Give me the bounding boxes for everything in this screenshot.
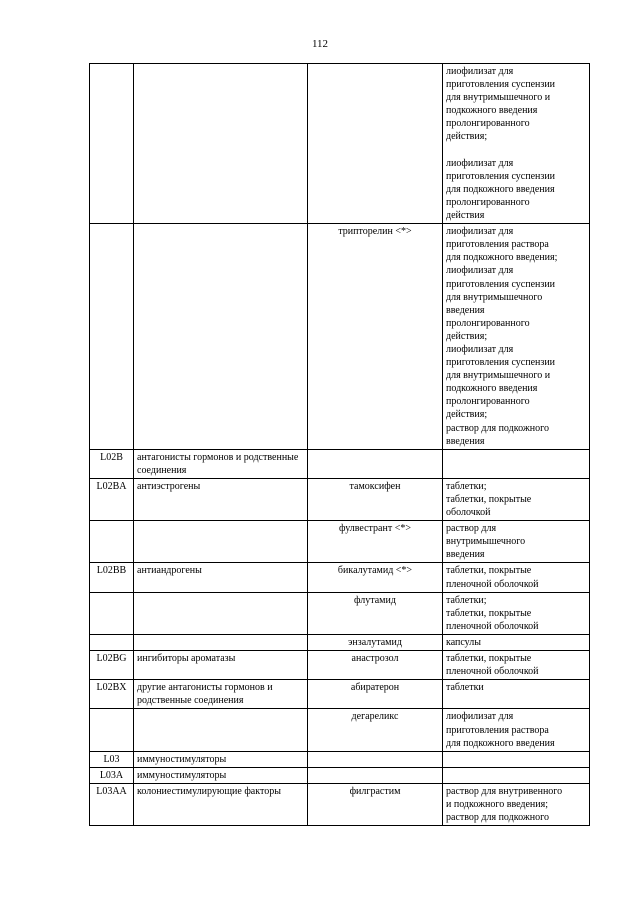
drug-name-cell: бикалутамид <*>: [308, 563, 443, 592]
dosage-form-line: раствор для подкожного: [446, 422, 549, 434]
table-row: [90, 478, 590, 520]
dosage-form-line: подкожного введения: [446, 105, 538, 117]
table-row: [90, 751, 590, 767]
table-row: [90, 634, 590, 650]
dosage-form-line: приготовления суспензии: [446, 79, 556, 91]
dosage-forms-cell: [443, 634, 590, 650]
dosage-form-line: для внутримышечного: [446, 291, 543, 303]
dosage-form-line: раствор для подкожного: [446, 812, 549, 824]
dosage-form-line: действия: [446, 210, 485, 222]
dosage-form-line: для подкожного введения;: [446, 252, 558, 264]
dosage-form-line: раствор для внутривенного: [446, 785, 563, 797]
drug-name-cell: филграстим: [308, 783, 443, 825]
dosage-forms-cell: [443, 592, 590, 634]
anatomical-group-cell: [134, 64, 308, 224]
dosage-form-line: таблетки, покрытые: [446, 607, 532, 619]
dosage-form-line: лиофилизат для: [446, 265, 514, 277]
table-row: [90, 64, 590, 224]
atc-code-cell: L02BB: [90, 563, 134, 592]
dosage-form-line: пленочной оболочкой: [446, 578, 539, 590]
dosage-form-line: капсулы: [446, 636, 481, 648]
table-row: [90, 449, 590, 478]
atc-code-cell: L02BX: [90, 680, 134, 709]
anatomical-group-cell: иммуностимуляторы: [134, 767, 308, 783]
anatomical-group-cell: [134, 592, 308, 634]
dosage-form-line: действия;: [446, 131, 488, 143]
atc-code-cell: [90, 709, 134, 751]
anatomical-group-cell: ингибиторы ароматазы: [134, 651, 308, 680]
page-number: 112: [311, 38, 329, 50]
anatomical-group-cell: колониестимулирующие факторы: [134, 783, 308, 825]
anatomical-group-cell: антагонисты гормонов и родственные соединения: [134, 449, 308, 478]
dosage-form-line: для внутримышечного и: [446, 370, 551, 382]
dosage-form-line: таблетки: [446, 682, 484, 694]
anatomical-group-cell: [134, 709, 308, 751]
drug-name-cell: трипторелин <*>: [308, 224, 443, 450]
drug-name-cell: [308, 449, 443, 478]
dosage-form-line: приготовления суспензии: [446, 278, 556, 290]
drug-name-cell: [308, 767, 443, 783]
dosage-form-line: приготовления раствора: [446, 724, 549, 736]
atc-code-cell: [90, 592, 134, 634]
dosage-form-line: и подкожного введения;: [446, 798, 549, 810]
anatomical-group-cell: иммуностимуляторы: [134, 751, 308, 767]
drug-name-cell: фулвестрант <*>: [308, 521, 443, 563]
dosage-form-line: пленочной оболочкой: [446, 620, 539, 632]
anatomical-group-cell: [134, 634, 308, 650]
dosage-form-line: пролонгированного: [446, 396, 530, 408]
dosage-forms-cell: [443, 751, 590, 767]
drug-name-cell: анастрозол: [308, 651, 443, 680]
drug-table: [89, 63, 590, 826]
dosage-form-line: таблетки, покрытые: [446, 565, 532, 577]
dosage-form-line: приготовления раствора: [446, 239, 549, 251]
dosage-form-line: введения: [446, 549, 485, 561]
drug-name-cell: флутамид: [308, 592, 443, 634]
table-row: [90, 592, 590, 634]
dosage-form-line: таблетки;: [446, 480, 487, 492]
drug-name-cell: [308, 64, 443, 224]
dosage-form-line: лиофилизат для: [446, 226, 514, 238]
dosage-form-line: пролонгированного: [446, 118, 530, 130]
dosage-form-line: приготовления суспензии: [446, 357, 556, 369]
anatomical-group-cell: [134, 521, 308, 563]
dosage-forms-cell: [443, 521, 590, 563]
dosage-form-line: таблетки, покрытые: [446, 653, 532, 665]
dosage-form-line: пленочной оболочкой: [446, 666, 539, 678]
anatomical-group-cell: антиандрогены: [134, 563, 308, 592]
dosage-form-line: раствор для: [446, 523, 497, 535]
dosage-forms-cell: [443, 767, 590, 783]
dosage-forms-cell: [443, 478, 590, 520]
atc-code-cell: [90, 521, 134, 563]
table-row: [90, 224, 590, 450]
dosage-forms-cell: [443, 709, 590, 751]
atc-code-cell: L03AA: [90, 783, 134, 825]
dosage-forms-cell: [443, 224, 590, 450]
atc-code-cell: L03A: [90, 767, 134, 783]
dosage-form-line: пролонгированного: [446, 317, 530, 329]
dosage-forms-cell: [443, 651, 590, 680]
table-row: [90, 767, 590, 783]
atc-code-cell: L03: [90, 751, 134, 767]
dosage-form-line: для подкожного введения: [446, 737, 555, 749]
dosage-forms-cell: [443, 783, 590, 825]
dosage-form-line: подкожного введения: [446, 383, 538, 395]
drug-name-cell: дегареликс: [308, 709, 443, 751]
atc-code-cell: [90, 224, 134, 450]
dosage-form-line: таблетки, покрытые: [446, 494, 532, 505]
dosage-form-line: лиофилизат для: [446, 343, 514, 355]
drug-name-cell: энзалутамид: [308, 634, 443, 650]
drug-table-body: [90, 64, 590, 826]
dosage-forms-cell: [443, 680, 590, 709]
drug-name-cell: абиратерон: [308, 680, 443, 709]
anatomical-group-cell: [134, 224, 308, 450]
dosage-forms-cell: [443, 449, 590, 478]
dosage-form-line: [446, 144, 586, 157]
table-row: [90, 680, 590, 709]
dosage-form-line: оболочкой: [446, 507, 491, 519]
table-row: [90, 709, 590, 751]
dosage-forms-cell: [443, 64, 590, 224]
atc-code-cell: [90, 64, 134, 224]
table-row: [90, 521, 590, 563]
dosage-forms-cell: [443, 563, 590, 592]
dosage-form-line: действия;: [446, 409, 488, 421]
table-row: [90, 651, 590, 680]
dosage-form-line: лиофилизат для: [446, 711, 514, 723]
dosage-form-line: для внутримышечного и: [446, 92, 551, 104]
dosage-form-line: таблетки;: [446, 594, 487, 606]
anatomical-group-cell: антиэстрогены: [134, 478, 308, 520]
atc-code-cell: [90, 634, 134, 650]
drug-name-cell: тамоксифен: [308, 478, 443, 520]
dosage-form-line: пролонгированного: [446, 196, 530, 208]
table-row: [90, 563, 590, 592]
dosage-form-line: внутримышечного: [446, 536, 526, 548]
dosage-form-line: лиофилизат для: [446, 157, 514, 169]
dosage-form-line: приготовления суспензии: [446, 170, 556, 182]
anatomical-group-cell: другие антагонисты гормонов и родственные соединения: [134, 680, 308, 709]
drug-name-cell: [308, 751, 443, 767]
dosage-form-line: лиофилизат для: [446, 66, 514, 77]
dosage-form-line: для подкожного введения: [446, 183, 555, 195]
dosage-form-line: введения: [446, 435, 485, 447]
atc-code-cell: L02BA: [90, 478, 134, 520]
table-row: [90, 783, 590, 825]
atc-code-cell: L02BG: [90, 651, 134, 680]
dosage-form-line: действия;: [446, 330, 488, 342]
atc-code-cell: L02B: [90, 449, 134, 478]
dosage-form-line: введения: [446, 304, 485, 316]
